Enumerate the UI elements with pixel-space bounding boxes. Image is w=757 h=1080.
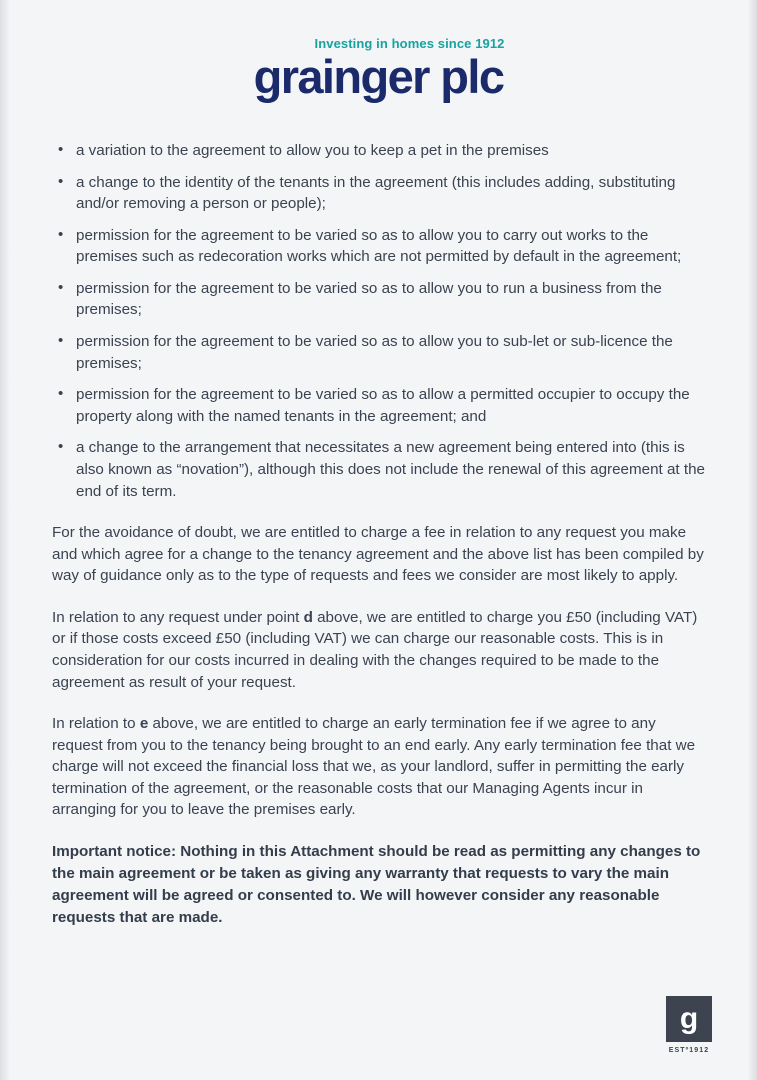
paragraph-point-d: [52, 607, 710, 693]
grainger-g-icon: g: [666, 996, 712, 1042]
paragraph-point-e: [52, 713, 710, 821]
paragraph-point-d-text-after: above, we are entitled to charge you £50 (including VAT) or if those costs exceed £50 (including VAT) we can charge our reasonable costs. This is in consideration for our costs incurred in dealing with the changes required to be made to the agreement as result of your request.: [52, 608, 698, 691]
brand-wordmark: grainger plc: [253, 50, 504, 103]
paragraph-avoidance-of-doubt: For the avoidance of doubt, we are entitled to charge a fee in relation to any request you make and which agree for a change to the tenancy agreement and the above list has been compiled by way of guidance only as to the type of requests and fees we consider are most likely to apply.: [52, 524, 704, 585]
paragraph-point-d-reference: d: [303, 608, 313, 626]
paragraph-point-e-reference: e: [139, 715, 149, 733]
brand-logo: [0, 36, 757, 103]
paragraph-point-e-text-after: above, we are entitled to charge an early termination fee if we agree to any request from you to the tenancy being brought to an end early. Any early termination fee that we charge will not exceed the financial loss that we, as your landlord, suffer in permitting the early termination of the agreement, or the reasonable costs that our Managing Agents incur in arranging for you to leave the premises early.: [52, 715, 696, 819]
list-item: • permission for the agreement to be varied so as to allow a permitted occupier to occupy the property along with the named tenants in the agreement; and: [52, 384, 710, 427]
list-item: • a variation to the agreement to allow you to keep a pet in the premises: [52, 140, 710, 162]
footer-brand-mark: [661, 996, 717, 1054]
important-notice: Important notice: Nothing in this Attachment should be read as permitting any changes to the main agreement or be taken as giving any warranty that requests to vary the main agreement will be agreed or consented to. We will however consider any reasonable requests that are made.: [52, 843, 701, 927]
list-item: • a change to the identity of the tenants in the agreement (this includes adding, substituting and/or removing a person or people);: [52, 172, 710, 215]
permitted-requests-list: [52, 140, 710, 502]
list-item: • permission for the agreement to be varied so as to allow you to carry out works to the premises such as redecoration works which are not permitted by default in the agreement;: [52, 225, 710, 268]
established-label: ESTº1912: [668, 1047, 710, 1054]
list-item: • a change to the arrangement that necessitates a new agreement being entered into (this is also known as “novation”), although this does not include the renewal of this agreement at the end of its term.: [52, 437, 710, 502]
list-item: • permission for the agreement to be varied so as to allow you to sub-let or sub-licence the premises;: [52, 331, 710, 374]
paragraph-point-d-text-before: In relation to any request under point: [52, 608, 304, 626]
brand-tagline: Investing in homes since 1912: [314, 36, 505, 51]
document-body: [52, 140, 710, 929]
list-item: • permission for the agreement to be varied so as to allow you to run a business from the premises;: [52, 278, 710, 321]
paragraph-point-e-text-before: In relation to: [52, 715, 140, 733]
